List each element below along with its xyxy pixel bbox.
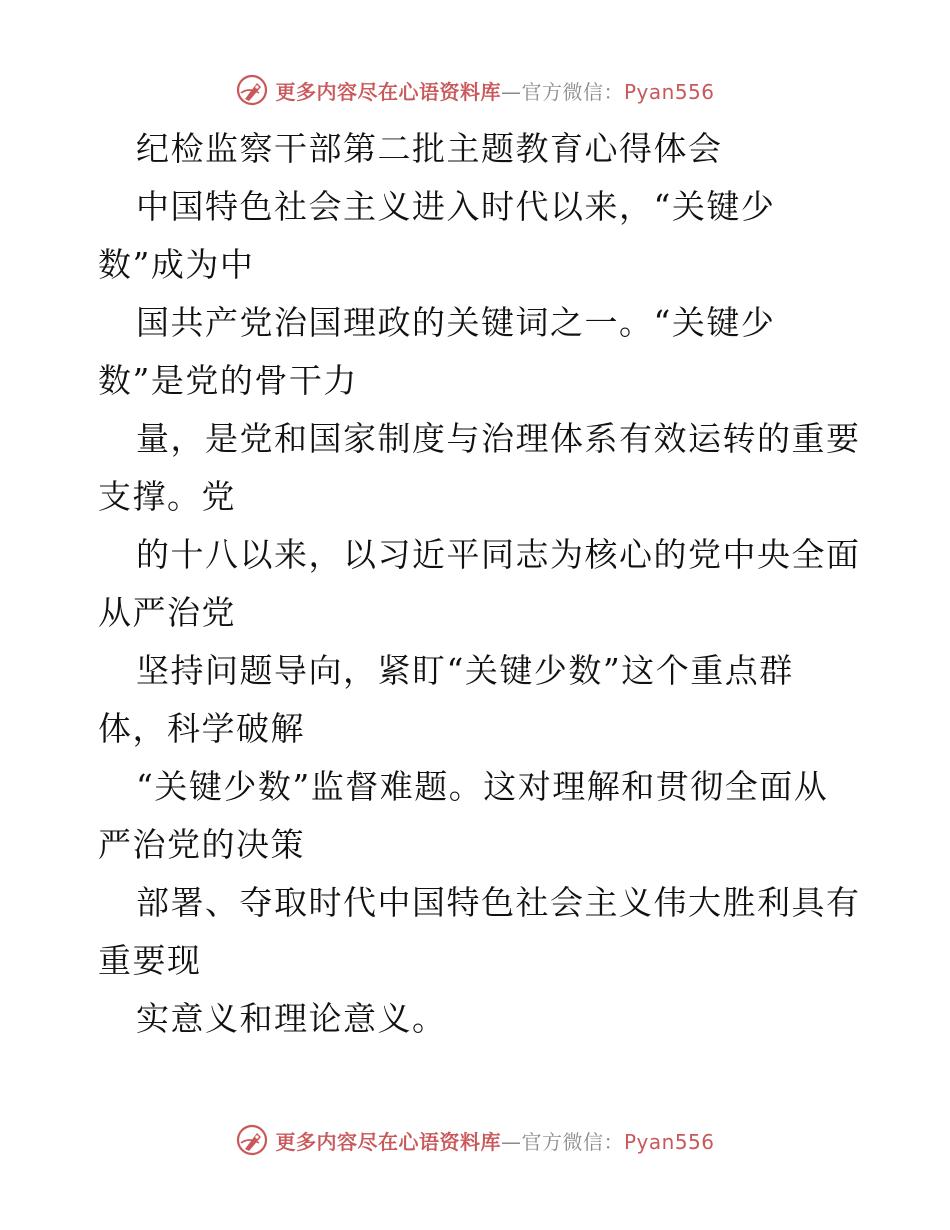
paragraph-5-line2: 体，科学破解 — [98, 709, 305, 748]
footer-wechat-id: Pyan556 — [623, 1129, 715, 1154]
header-banner-text — [275, 76, 714, 105]
document-body — [98, 120, 861, 1048]
paragraph-3-line1: 量，是党和国家制度与治理体系有效运转的重要 — [136, 419, 861, 458]
pen-nib-logo-icon — [235, 73, 269, 107]
footer-promo-text: 更多内容尽在心语资料库 — [275, 1129, 501, 1154]
paragraph-6 — [98, 758, 858, 874]
header-banner — [0, 70, 950, 110]
paragraph-6-line2: 严治党的决策 — [98, 825, 305, 864]
paragraph-1-line1: 中国特色社会主义进入时代以来，“关键少 — [136, 187, 776, 226]
pen-nib-logo-icon — [235, 1123, 269, 1157]
paragraph-8-line1: 实意义和理论意义。 — [136, 999, 447, 1038]
paragraph-8 — [98, 990, 858, 1048]
footer-separator: — — [500, 1129, 522, 1154]
header-separator: — — [500, 79, 522, 104]
paragraph-4-line2: 从严治党 — [98, 593, 236, 632]
footer-banner-text — [275, 1126, 714, 1155]
paragraph-4 — [98, 526, 861, 642]
header-contact-label: 官方微信： — [521, 79, 624, 104]
paragraph-7 — [98, 874, 861, 990]
paragraph-5-line1: 坚持问题导向，紧盯“关键少数”这个重点群 — [136, 651, 794, 690]
header-wechat-id: Pyan556 — [623, 79, 715, 104]
paragraph-4-line1: 的十八以来，以习近平同志为核心的党中央全面 — [136, 535, 861, 574]
footer-contact-label: 官方微信： — [521, 1129, 624, 1154]
paragraph-3-line2: 支撑。党 — [98, 477, 236, 516]
paragraph-7-line2: 重要现 — [98, 941, 202, 980]
paragraph-3 — [98, 410, 861, 526]
paragraph-2-line2: 数”是党的骨干力 — [98, 361, 358, 400]
paragraph-2 — [98, 294, 858, 410]
footer-banner — [0, 1120, 950, 1160]
paragraph-6-line1: “关键少数”监督难题。这对理解和贯彻全面从 — [136, 767, 829, 806]
paragraph-7-line1: 部署、夺取时代中国特色社会主义伟大胜利具有 — [136, 883, 861, 922]
document-title: 纪检监察干部第二批主题教育心得体会 — [136, 129, 723, 168]
paragraph-1-line2: 数”成为中 — [98, 245, 255, 284]
header-promo-text: 更多内容尽在心语资料库 — [275, 79, 501, 104]
paragraph-2-line1: 国共产党治国理政的关键词之一。“关键少 — [136, 303, 776, 342]
paragraph-5 — [98, 642, 858, 758]
paragraph-1 — [98, 178, 858, 294]
